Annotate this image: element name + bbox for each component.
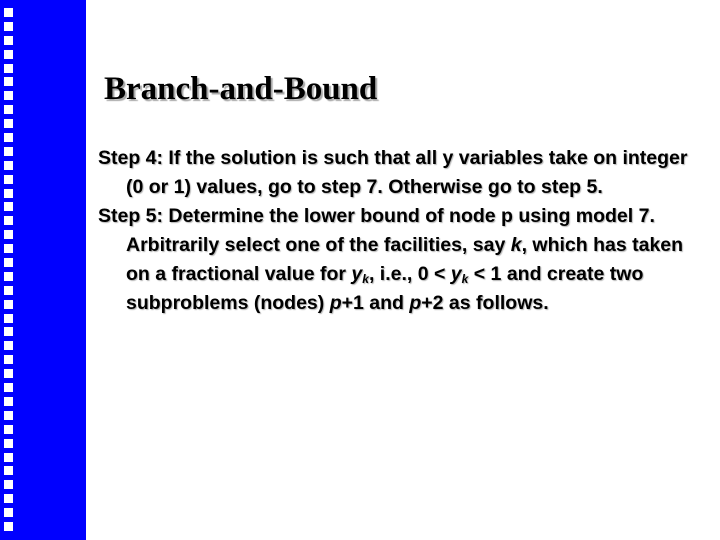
square-icon bbox=[4, 22, 13, 31]
square-icon bbox=[4, 161, 13, 170]
square-icon bbox=[4, 91, 13, 100]
left-sidebar-bar bbox=[0, 0, 86, 540]
square-icon bbox=[4, 105, 13, 114]
step-5-text-5: +1 and bbox=[341, 292, 410, 314]
slide-title: Branch-and-Bound bbox=[104, 71, 378, 107]
slide-body bbox=[98, 144, 688, 318]
square-icon bbox=[4, 327, 13, 336]
variable-p: p bbox=[329, 292, 342, 314]
square-icon bbox=[4, 230, 13, 239]
square-icon bbox=[4, 369, 13, 378]
square-icon bbox=[4, 258, 13, 267]
square-icon bbox=[4, 453, 13, 462]
variable-y: y bbox=[450, 263, 462, 285]
square-icon bbox=[4, 355, 13, 364]
square-icon bbox=[4, 119, 13, 128]
variable-p: p bbox=[409, 292, 422, 314]
square-icon bbox=[4, 425, 13, 434]
square-icon bbox=[4, 286, 13, 295]
square-icon bbox=[4, 147, 13, 156]
square-icon bbox=[4, 189, 13, 198]
square-icon bbox=[4, 314, 13, 323]
square-icon bbox=[4, 341, 13, 350]
step-5-text-6: +2 as follows. bbox=[421, 292, 549, 314]
step-5-text-3: , i.e., 0 < bbox=[368, 263, 451, 285]
subscript-k: k bbox=[461, 272, 469, 286]
square-icon bbox=[4, 175, 13, 184]
square-icon bbox=[4, 77, 13, 86]
decorative-square-column bbox=[4, 8, 18, 536]
variable-y: y bbox=[351, 263, 363, 285]
square-icon bbox=[4, 272, 13, 281]
step-4-text: Step 4: If the solution is such that all y variables take on integer (0 or 1) values, go to step 7. Otherwise go to step 5. bbox=[98, 147, 688, 198]
square-icon bbox=[4, 8, 13, 17]
step-5-text-2: , which has taken on a fractional value for bbox=[126, 234, 684, 285]
step-5-text-4: < 1 and create two subproblems (nodes) bbox=[126, 263, 644, 314]
square-icon bbox=[4, 216, 13, 225]
square-icon bbox=[4, 300, 13, 309]
square-icon bbox=[4, 202, 13, 211]
square-icon bbox=[4, 397, 13, 406]
square-icon bbox=[4, 466, 13, 475]
subscript-k: k bbox=[362, 272, 369, 286]
step-4-paragraph bbox=[98, 144, 688, 202]
square-icon bbox=[4, 133, 13, 142]
square-icon bbox=[4, 508, 13, 517]
square-icon bbox=[4, 244, 13, 253]
square-icon bbox=[4, 64, 13, 73]
square-icon bbox=[4, 383, 13, 392]
square-icon bbox=[4, 439, 13, 448]
square-icon bbox=[4, 480, 13, 489]
step-5-paragraph bbox=[98, 202, 688, 318]
square-icon bbox=[4, 50, 13, 59]
square-icon bbox=[4, 494, 13, 503]
square-icon bbox=[4, 36, 13, 45]
variable-k: k bbox=[510, 234, 522, 256]
square-icon bbox=[4, 522, 13, 531]
square-icon bbox=[4, 411, 13, 420]
step-5-text-1: Step 5: Determine the lower bound of node p using model 7. Arbitrarily select one of the facilities, say bbox=[98, 205, 655, 256]
